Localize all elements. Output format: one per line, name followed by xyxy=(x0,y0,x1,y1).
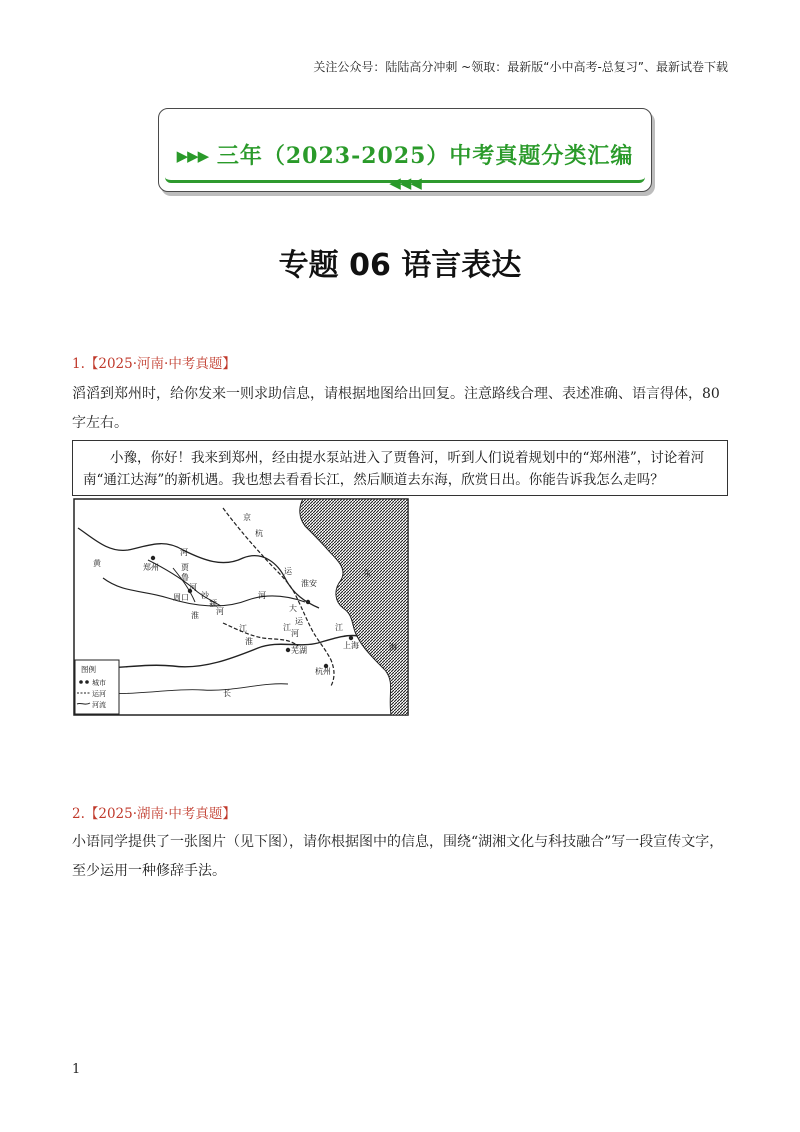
map-label: 芜湖 xyxy=(291,646,307,655)
map-label: 郑州 xyxy=(143,563,159,572)
question-1-map xyxy=(73,498,409,716)
map-label: 河 xyxy=(258,591,266,600)
legend-canal-label: 运河 xyxy=(92,690,106,698)
map-label: 江 xyxy=(283,623,291,632)
legend-city-icon xyxy=(79,680,83,684)
map-legend xyxy=(75,660,119,714)
question-2-prompt: 小语同学提供了一张图片（见下图），请你根据图中的信息，围绕“湖湘文化与科技融合”写一段宣传文字，至少运用一种修辞手法。 xyxy=(72,834,724,879)
city-zhengzhou-marker xyxy=(151,556,155,560)
page-title: 专题 06 语言表达 xyxy=(278,248,522,283)
city-wuhu-marker xyxy=(286,648,290,652)
legend-city-label: 城市 xyxy=(92,679,106,687)
question-1-prompt: 滔滔到郑州时，给你发来一则求助信息，请根据地图给出回复。注意路线合理、表述准确、语言得体，80字左右。 xyxy=(72,386,720,431)
map-label: 运 xyxy=(295,617,303,626)
map-label: 鲁 xyxy=(181,573,189,582)
map-label: 颍 xyxy=(209,599,217,608)
map-label: 河 xyxy=(216,607,224,616)
legend-river-label: 河流 xyxy=(92,701,106,709)
banner-title-row xyxy=(159,139,651,196)
right-arrows-icon: ▶▶▶ xyxy=(176,147,209,165)
map-label: 沙 xyxy=(201,591,209,600)
map-label: 淮安 xyxy=(301,579,317,588)
map-label: 淮 xyxy=(245,637,253,646)
map-label: 杭州 xyxy=(315,667,331,676)
legend-title: 图例 xyxy=(81,665,96,674)
map-label: 东 xyxy=(363,569,371,578)
question-1-quote: 小豫，你好！我来到郑州，经由提水泵站进入了贾鲁河，听到人们说着规划中的“郑州港”，讨论着河南“通江达海”的新机遇。我也想去看看长江，然后顺道去东海，欣赏日出。你能告诉我怎么走吗？ xyxy=(83,450,705,488)
map-label: 杭 xyxy=(255,529,263,538)
left-arrows-icon: ◀◀◀ xyxy=(389,174,421,192)
city-shanghai-marker xyxy=(349,636,353,640)
question-2-label: 2.【2025·湖南·中考真题】 xyxy=(72,806,236,822)
legend-city-icon-2 xyxy=(85,680,89,684)
question-1-quote-box xyxy=(72,440,728,496)
map-label: 河 xyxy=(291,629,299,638)
map-label: 淮 xyxy=(191,611,199,620)
city-huaian-marker xyxy=(306,600,310,604)
map-label: 江 xyxy=(239,624,247,633)
question-1-label: 1.【2025·河南·中考真题】 xyxy=(72,356,236,372)
page-number: 1 xyxy=(72,1062,81,1077)
map-label: 海 xyxy=(389,643,397,652)
map-label: 江 xyxy=(335,623,343,632)
banner-title: 三年（2023-2025）中考真题分类汇编 xyxy=(216,143,634,169)
map-label: 黄 xyxy=(93,559,101,568)
section-banner xyxy=(158,108,652,192)
map-label: 大 xyxy=(289,604,297,613)
map-label: 长 xyxy=(223,689,231,698)
map-label: 运 xyxy=(284,567,292,576)
map-label: 京 xyxy=(243,513,251,522)
map-label: 河 xyxy=(180,548,188,557)
map-label: 上海 xyxy=(343,641,359,650)
map-label: 贾 xyxy=(181,563,189,572)
map-label: 河 xyxy=(189,583,197,592)
map-label: 周口 xyxy=(173,593,189,602)
header-note: 关注公众号：陆陆高分冲刺 ~领取：最新版“小中高考-总复习”、最新试卷下载 xyxy=(313,60,728,74)
